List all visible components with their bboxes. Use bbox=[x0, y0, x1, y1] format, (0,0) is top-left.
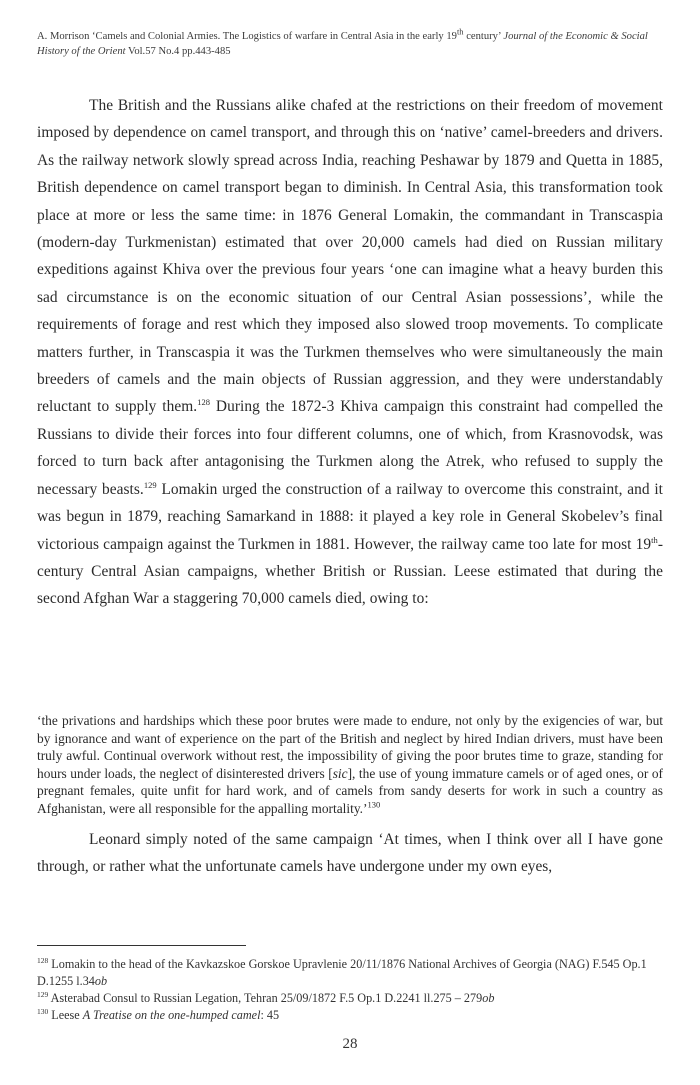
paragraph-1 bbox=[37, 92, 663, 613]
paragraph-1-part-a: The British and the Russians alike chafed at the restrictions on their freedom of movement imposed by dependence on camel transport, and through this on ‘native’ camel-breeders and drivers. As the railway network slowly spread across India, reaching Peshawar by 1879 and Quetta in 1885, British dependence on camel transport began to diminish. In Central Asia, this transformation took place at more or less the same time: in 1876 General Lomakin, the commandant in Transcaspia (modern-day Turkmenistan) estimated that over 20,000 camels had died on Russian military expeditions against Khiva over the previous four years ‘one can imagine what a heavy burden this sad circumstance is on the economic situation of our Central Asian possessions’, while the requirements of forage and rest which they imposed also slowed troop movements. To complicate matters further, in Transcaspia it was the Turkmen themselves who were simultaneously the main breeders of camels and the main objects of Russian aggression, and they were understandably reluctant to supply them. bbox=[37, 97, 663, 416]
footnote-128 bbox=[37, 956, 663, 990]
paragraph-2 bbox=[37, 826, 663, 881]
paragraph-1-part-c: Lomakin urged the construction of a railway to overcome this constraint, and it was begun in 1879, reaching Samarkand in 1888: it played a key role in General Skobelev’s final victorious campaign against the Turkmen in 1881. However, the railway came too late for most 19 bbox=[37, 480, 663, 553]
footnote-divider bbox=[37, 945, 246, 946]
footnote-italic: ob bbox=[482, 991, 495, 1005]
footnote-number: 129 bbox=[37, 989, 49, 999]
journal-title: Journal of the Economic & Social History of the Orient bbox=[37, 31, 648, 57]
page-number: 28 bbox=[342, 1036, 358, 1052]
paragraph-2-text: Leonard simply noted of the same campaign ‘At times, when I think over all I have gone through, or rather what the unfortunate camels have undergone under my own eyes, bbox=[37, 831, 663, 876]
footnote-text: Asterabad Consul to Russian Legation, Tehran 25/09/1872 F.5 Op.1 D.2241 ll.275 – 279 bbox=[48, 991, 483, 1005]
footnote-129 bbox=[37, 990, 663, 1007]
footnote-italic: A Treatise on the one-humped camel bbox=[82, 1008, 261, 1022]
footnote-italic: ob bbox=[94, 974, 108, 988]
paragraph-1-part-d: -century Central Asian campaigns, whether British or Russian. Leese estimated that during the second Afghan War a staggering 70,000 camels died, owing to: bbox=[37, 535, 663, 608]
footnote-number: 130 bbox=[37, 1006, 49, 1016]
footnote-text: Leese bbox=[48, 1008, 83, 1022]
footnote-130 bbox=[37, 1007, 663, 1024]
paragraph-1-part-b: During the 1872-3 Khiva campaign this constraint had compelled the Russians to divide their forces into four different columns, one of which, from Krasnovodsk, was forced to turn back after antagonising the Turkmen along the Atrek, who refused to supply the necessary beasts. bbox=[37, 398, 663, 498]
superscript-th: th bbox=[651, 534, 658, 545]
running-header bbox=[37, 26, 665, 59]
quote-part-a: ‘the privations and hardships which these poor brutes were made to endure, not only by the exigencies of war, but by ignorance and want of experience on the part of the British and neglect by hired Indian drivers, must have been truly awful. Continual overwork without rest, the impossibility of giving the poor brutes time to graze, standing for hours under loads, the neglect of disinterested drivers [ bbox=[37, 713, 663, 781]
footnotes bbox=[37, 956, 663, 1024]
footnote-ref-129[interactable]: 129 bbox=[143, 479, 157, 490]
footnote-ref-128[interactable]: 128 bbox=[197, 397, 211, 408]
quote-sic: sic bbox=[332, 765, 348, 781]
header-citation: A. Morrison ‘Camels and Colonial Armies. The Logistics of warfare in Central Asia in the early 19 bbox=[37, 31, 457, 42]
journal-volume: Vol.57 No.4 pp.443-485 bbox=[125, 46, 231, 57]
footnote-text: Lomakin to the head of the Kavkazskoe Gorskoe Upravlenie 20/11/1876 National Archives of Georgia (NAG) F.545 Op.1 D.1255 l.34 bbox=[37, 957, 647, 988]
block-quote bbox=[37, 712, 663, 817]
header-sup: th bbox=[456, 26, 464, 37]
footnote-number: 128 bbox=[37, 955, 49, 965]
footnote-after: : 45 bbox=[260, 1008, 280, 1022]
quote-part-b: ], the use of young immature camels or of aged ones, or of pregnant females, quite unfit for hard work, and of camels from sandy deserts for work in such a country as Afghanistan, were all responsible for the appalling mortality.’ bbox=[37, 765, 663, 816]
header-citation-after: century’ bbox=[463, 31, 504, 42]
footnote-ref-130[interactable]: 130 bbox=[367, 799, 381, 810]
